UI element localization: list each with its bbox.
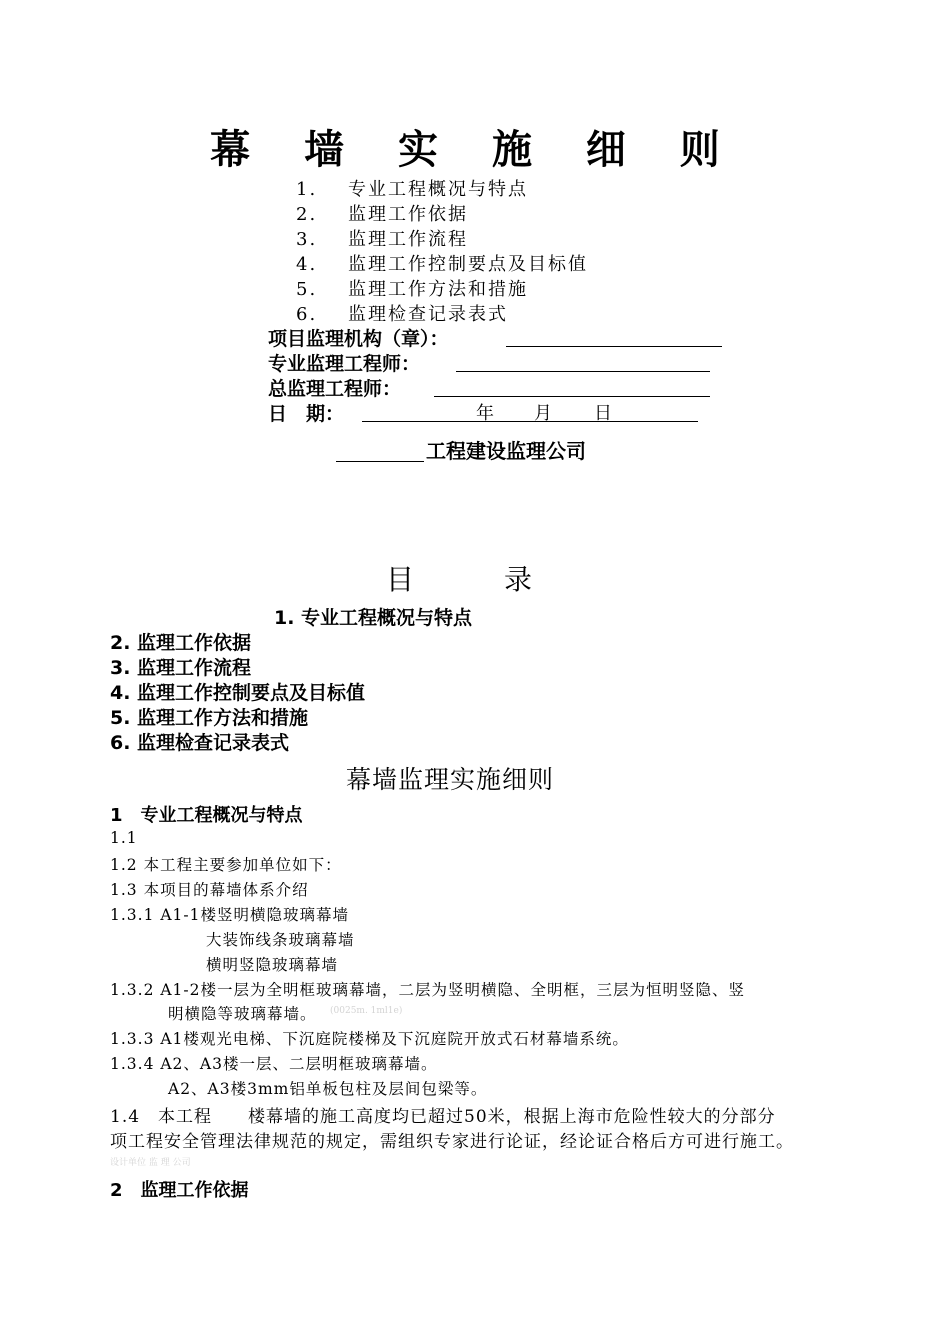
item-label: 专业工程概况与特点 (348, 179, 528, 200)
clause-1-1: 1.1 (110, 829, 138, 847)
item-number: 6. (296, 304, 318, 325)
specialist-engineer-line (456, 371, 710, 372)
clause-1-4: 1.4 本工程 楼幕墙的施工高度均已超过50米，根据上海市危险性较大的分部分 (110, 1107, 776, 1127)
date-line (362, 421, 698, 422)
faint-watermark-text: (0025m. 1ml1e) (330, 1006, 403, 1016)
toc-item-3: 3. 监理工作流程 (110, 657, 252, 679)
body-title: 幕墙监理实施细则 (345, 765, 554, 794)
date-year: 年 (476, 403, 494, 424)
section-2-heading: 2 监理工作依据 (110, 1180, 249, 1201)
item-label: 监理工作控制要点及目标值 (348, 254, 588, 275)
date-day: 日 (594, 403, 612, 424)
toc-heading-left: 目 (385, 563, 416, 596)
cover-contents-item-1 (296, 175, 528, 201)
clause-1-3-4: 1.3.4 A2、A3楼一层、二层明框玻璃幕墙。 (110, 1055, 438, 1073)
toc-item-4: 4. 监理工作控制要点及目标值 (110, 682, 366, 704)
item-label: 监理工作方法和措施 (348, 279, 528, 300)
clause-1-3-2-line2: 明横隐等玻璃幕墙。 (168, 1005, 317, 1023)
toc-item-6: 6. 监理检查记录表式 (110, 732, 290, 754)
cover-contents-item-6 (296, 300, 508, 326)
clause-1-3-1-line3: 横明竖隐玻璃幕墙 (206, 956, 339, 974)
toc-heading-right: 录 (504, 563, 535, 596)
chief-engineer-line (434, 396, 710, 397)
company-name-blank (336, 461, 424, 462)
org-seal-label: 项目监理机构（章）： (268, 328, 449, 350)
chief-engineer-label: 总监理工程师： (268, 378, 402, 400)
section-1-heading: 1 专业工程概况与特点 (110, 805, 303, 826)
item-number: 4. (296, 254, 318, 275)
clause-1-3-1-line2: 大装饰线条玻璃幕墙 (206, 931, 355, 949)
clause-1-3-2: 1.3.2 A1-2楼一层为全明框玻璃幕墙，二层为竖明横隐、全明框，三层为恒明竖隐、竖 (110, 981, 746, 999)
cover-contents-item-5 (296, 275, 528, 301)
cover-contents-item-3 (296, 225, 468, 251)
item-label: 监理检查记录表式 (348, 304, 508, 325)
faint-watermark-text-2: 设计单位 监 理 公司 (110, 1158, 191, 1168)
clause-1-4-line2: 项工程安全管理法律规范的规定，需组织专家进行论证，经论证合格后方可进行施工。 (110, 1132, 794, 1152)
toc-item-1: 1. 专业工程概况与特点 (274, 607, 473, 629)
toc-heading (0, 558, 920, 598)
item-number: 2. (296, 204, 318, 225)
specialist-engineer-label: 专业监理工程师： (268, 353, 421, 375)
clause-1-2: 1.2 本工程主要参加单位如下： (110, 856, 342, 874)
document-title: 幕 墙 实 施 细 则 (210, 127, 740, 173)
clause-1-3-3: 1.3.3 A1楼观光电梯、下沉庭院楼梯及下沉庭院开放式石材幕墙系统。 (110, 1030, 629, 1048)
date-month: 月 (534, 403, 552, 424)
cover-contents-item-2 (296, 200, 468, 226)
item-number: 3. (296, 229, 318, 250)
item-number: 1. (296, 179, 318, 200)
toc-item-5: 5. 监理工作方法和措施 (110, 707, 309, 729)
date-label: 日 期： (268, 403, 345, 425)
cover-contents-item-4 (296, 250, 588, 276)
item-label: 监理工作依据 (348, 204, 468, 225)
clause-1-3: 1.3 本项目的幕墙体系介绍 (110, 881, 309, 899)
item-label: 监理工作流程 (348, 229, 468, 250)
toc-item-2: 2. 监理工作依据 (110, 632, 252, 654)
org-seal-line (506, 346, 722, 347)
company-name: 工程建设监理公司 (426, 439, 586, 463)
clause-1-3-1: 1.3.1 A1-1楼竖明横隐玻璃幕墙 (110, 906, 350, 924)
clause-1-3-4-line2: A2、A3楼3mm铝单板包柱及层间包梁等。 (168, 1080, 488, 1098)
item-number: 5. (296, 279, 318, 300)
